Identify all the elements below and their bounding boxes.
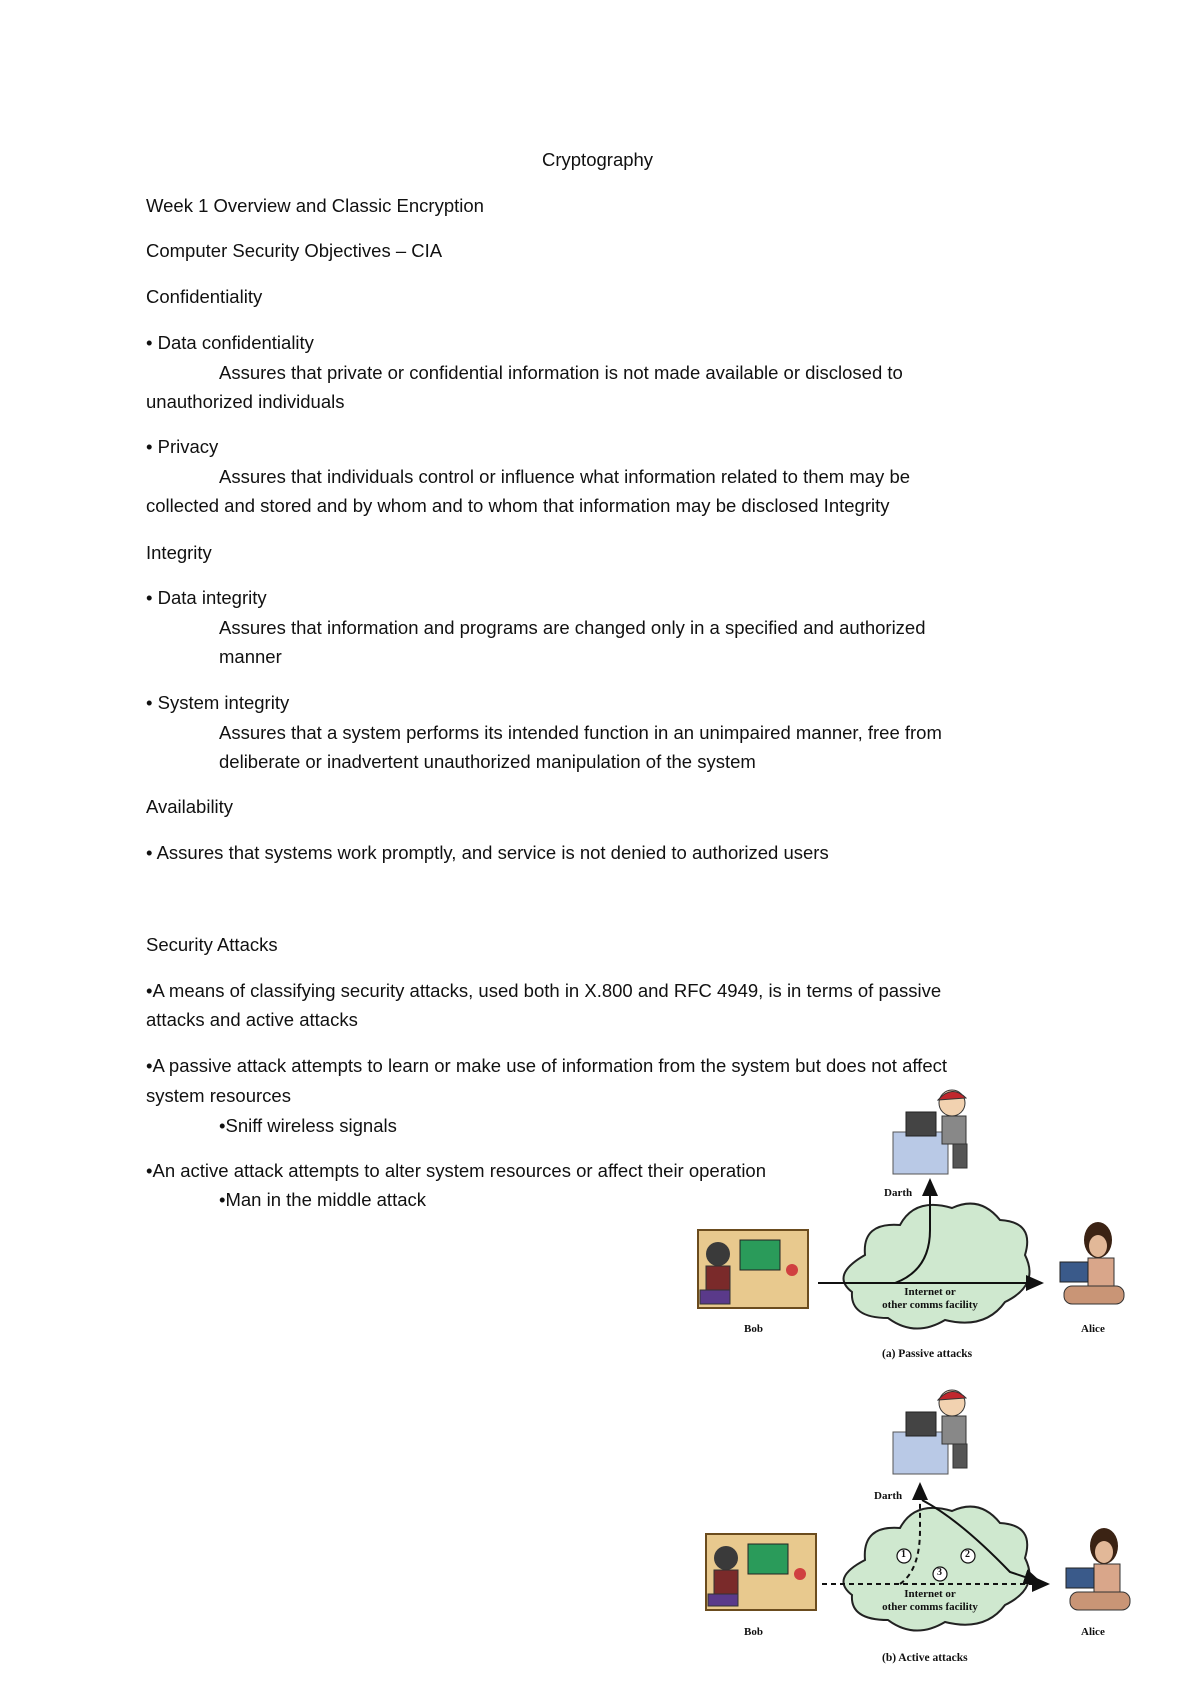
objectives-heading: Computer Security Objectives – CIA <box>146 240 443 261</box>
caption-active-attacks: (b) Active attacks <box>882 1652 968 1664</box>
step-2-label: 2 <box>965 1549 970 1560</box>
week-heading: Week 1 Overview and Classic Encryption <box>146 195 484 216</box>
cloud-label-a-line2: other comms facility <box>882 1299 978 1311</box>
confidentiality-heading: Confidentiality <box>146 286 263 307</box>
availability-bullet: • Assures that systems work promptly, and service is not denied to authorized users <box>146 842 829 863</box>
system-integrity-text: Assures that a system performs its intended function in an unimpaired manner, free from <box>219 722 942 743</box>
privacy-bullet: • Privacy <box>146 436 219 457</box>
system-integrity-bullet: • System integrity <box>146 692 290 713</box>
bob-illustration-b <box>706 1534 816 1610</box>
data-integrity-text-cont: manner <box>219 646 282 667</box>
data-integrity-bullet: • Data integrity <box>146 587 267 608</box>
cloud-label-b <box>860 1588 1000 1614</box>
darth-label-b: Darth <box>874 1490 903 1502</box>
step-1-label: 1 <box>901 1549 906 1560</box>
darth-label-a: Darth <box>884 1187 913 1199</box>
availability-heading: Availability <box>146 796 234 817</box>
data-integrity-text: Assures that information and programs are changed only in a specified and authorized <box>219 617 926 638</box>
bob-label-a: Bob <box>744 1323 763 1335</box>
alice-illustration-b <box>1066 1528 1130 1610</box>
classification-text: •A means of classifying security attacks, used both in X.800 and RFC 4949, is in terms of passive <box>146 980 942 1001</box>
cloud-label-a <box>860 1286 1000 1312</box>
integrity-heading: Integrity <box>146 542 212 563</box>
darth-illustration-a <box>893 1090 967 1174</box>
active-attack-example: •Man in the middle attack <box>219 1189 426 1210</box>
security-attacks-heading: Security Attacks <box>146 934 278 955</box>
bob-label-b: Bob <box>744 1626 763 1638</box>
darth-illustration-b <box>893 1390 967 1474</box>
passive-attack-text: •A passive attack attempts to learn or make use of information from the system but does not affect <box>146 1055 948 1076</box>
step-3-label: 3 <box>937 1567 942 1578</box>
page-title: Cryptography <box>542 149 654 170</box>
privacy-text-cont: collected and stored and by whom and to whom that information may be disclosed Integrity <box>146 495 890 516</box>
passive-attack-text-cont: system resources <box>146 1085 291 1106</box>
active-attack-text: •An active attack attempts to alter system resources or affect their operation <box>146 1160 767 1181</box>
privacy-text: Assures that individuals control or influence what information related to them may be <box>219 466 911 487</box>
alice-label-a: Alice <box>1081 1323 1105 1335</box>
alice-illustration-a <box>1060 1222 1124 1304</box>
classification-text-cont: attacks and active attacks <box>146 1009 358 1030</box>
data-confidentiality-text: Assures that private or confidential information is not made available or disclosed to <box>219 362 903 383</box>
data-confidentiality-text-cont: unauthorized individuals <box>146 391 345 412</box>
bob-illustration-a <box>698 1230 808 1308</box>
alice-label-b: Alice <box>1081 1626 1105 1638</box>
cloud-label-b-line1: Internet or <box>904 1588 956 1600</box>
system-integrity-text-cont: deliberate or inadvertent unauthorized manipulation of the system <box>219 751 756 772</box>
cloud-label-b-line2: other comms facility <box>882 1601 978 1613</box>
passive-attack-example: •Sniff wireless signals <box>219 1115 397 1136</box>
caption-passive-attacks: (a) Passive attacks <box>882 1348 973 1360</box>
data-confidentiality-bullet: • Data confidentiality <box>146 332 314 353</box>
cloud-label-a-line1: Internet or <box>904 1286 956 1298</box>
